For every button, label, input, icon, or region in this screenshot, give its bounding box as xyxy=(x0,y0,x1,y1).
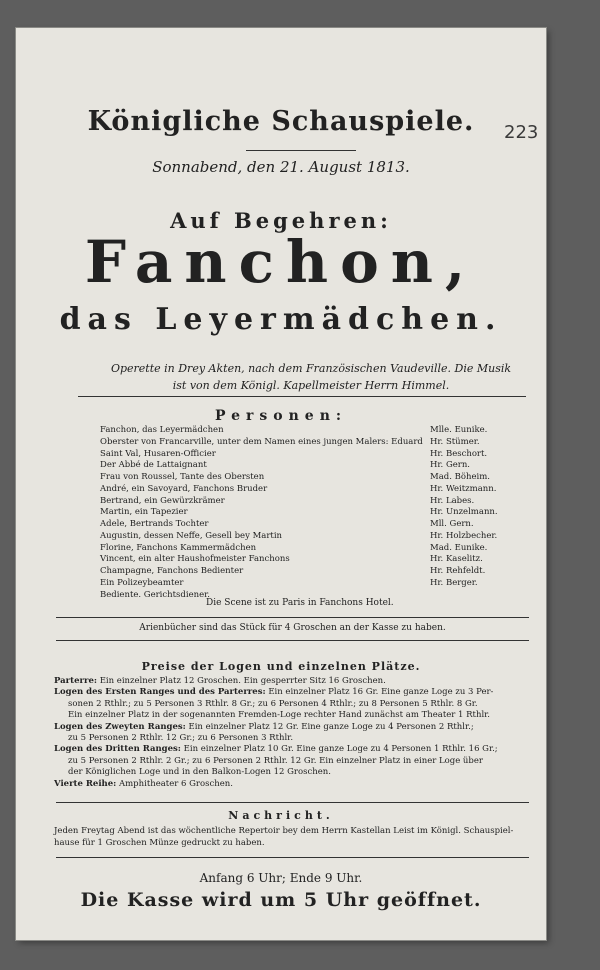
price-detail: zu 5 Personen 2 Rthlr. 2 Gr.; zu 6 Personen 2 Rthlr. 12 Gr. Ein einzelner Platz in einer Loge über xyxy=(68,755,483,766)
description-line: ist von dem Königl. Kapellmeister Herrn Himmel. xyxy=(172,379,450,392)
price-detail: Ein einzelner Platz 12 Groschen. Ein gesperrter Sitz 16 Groschen. xyxy=(97,676,386,686)
divider xyxy=(56,857,529,858)
role-name: Vincent, ein alter Haushofmeister Fanchons xyxy=(100,554,290,565)
actor-name: Hr. Weitzmann. xyxy=(430,483,497,494)
price-detail: Ein einzelner Platz in der sogenannten Fremden-Loge rechter Hand zunächst am Theater 1 Rthlr. xyxy=(68,710,490,721)
price-line xyxy=(54,767,532,778)
prices-heading: Preise der Logen und einzelnen Plätze. xyxy=(141,660,421,673)
cast-list xyxy=(100,425,520,601)
role-name: Fanchon, das Leyermädchen xyxy=(100,425,224,435)
price-category: Vierte Reihe: xyxy=(54,778,117,789)
role-name: Der Abbé de Lattaignant xyxy=(100,460,207,471)
cast-row xyxy=(100,437,520,449)
price-detail: Ein einzelner Platz 16 Gr. Eine ganze Loge zu 3 Per- xyxy=(265,687,494,698)
price-line xyxy=(54,779,532,790)
price-detail: Amphitheater 6 Groschen. xyxy=(116,778,233,789)
actor-name xyxy=(430,590,520,602)
role-name: Ein Polizeybeamter xyxy=(100,577,184,588)
performance-date: Sonnabend, den 21. August 1813. xyxy=(152,158,410,176)
role-name: Florine, Fanchons Kammermädchen xyxy=(100,542,257,553)
price-category: Logen des Ersten Ranges und des Parterres: xyxy=(54,687,266,698)
price-line xyxy=(54,744,532,755)
cast-row xyxy=(100,578,520,590)
actor-name: Hr. Holzbecher. xyxy=(430,530,498,541)
price-category: Logen des Dritten Ranges: xyxy=(54,744,181,755)
price-line xyxy=(54,722,532,733)
price-detail: sonen 2 Rthlr.; zu 5 Personen 3 Rthlr. 8 Gr.; zu 6 Personen 4 Rthlr.; zu 8 Personen 5 Rthlr. 8 Gr. xyxy=(68,698,478,709)
cast-row xyxy=(100,484,520,496)
playbill-sheet xyxy=(16,28,546,940)
actor-name: Hr. Kaselitz. xyxy=(430,554,483,565)
actor-name: Hr. Berger. xyxy=(430,577,478,588)
price-line xyxy=(54,676,532,687)
actor-name: Hr. Stümer. xyxy=(430,436,480,447)
archive-number: 223 xyxy=(504,122,539,143)
play-description xyxy=(76,360,546,394)
price-line xyxy=(54,756,532,767)
role-name: Bediente. Gerichtsdiener. xyxy=(100,589,210,600)
title-underline xyxy=(246,150,356,151)
cast-row xyxy=(100,460,520,472)
actor-name: Mlle. Eunike. xyxy=(430,425,488,435)
role-name: André, ein Savoyard, Fanchons Bruder xyxy=(100,483,268,494)
actor-name: Mll. Gern. xyxy=(430,519,474,529)
theatre-title: Königliche Schauspiele. xyxy=(87,106,475,137)
cast-row xyxy=(100,566,520,578)
description-line: Operette in Drey Akten, nach dem Französischen Vaudeville. Die Musik xyxy=(110,362,512,375)
cast-row xyxy=(100,472,520,484)
price-line xyxy=(54,710,532,721)
cast-row xyxy=(100,543,520,555)
cast-row xyxy=(100,496,520,508)
request-heading: Auf Begehren: xyxy=(170,208,392,233)
cast-row xyxy=(100,519,520,531)
price-category: Parterre: xyxy=(54,676,97,686)
role-name: Champagne, Fanchons Bedienter xyxy=(100,566,244,576)
actor-name: Hr. Rehfeldt. xyxy=(430,566,486,576)
price-line xyxy=(54,699,532,710)
role-name: Frau von Roussel, Tante des Obersten xyxy=(100,472,265,482)
price-detail: zu 5 Personen 2 Rthlr. 12 Gr.; zu 6 Personen 3 Rthlr. xyxy=(68,733,294,744)
news-line: hause für 1 Groschen Münze gedruckt zu haben. xyxy=(54,838,265,848)
cast-row xyxy=(100,425,520,437)
play-title: Fanchon, xyxy=(84,228,478,296)
role-name: Martin, ein Tapezier xyxy=(100,507,188,518)
libretto-note: Arienbücher sind das Stück für 4 Groschen an der Kasse zu haben. xyxy=(139,623,446,633)
actor-name: Hr. Labes. xyxy=(430,495,475,506)
news-text xyxy=(54,825,532,849)
cast-row xyxy=(100,531,520,543)
news-heading: Nachricht. xyxy=(228,809,334,822)
cast-row xyxy=(100,507,520,519)
actor-name: Mad. Böheim. xyxy=(430,472,490,482)
price-line xyxy=(54,733,532,744)
role-name: Adele, Bertrands Tochter xyxy=(100,519,209,529)
actor-name: Hr. Gern. xyxy=(430,460,471,471)
actor-name: Hr. Unzelmann. xyxy=(430,507,498,518)
price-detail: Ein einzelner Platz 12 Gr. Eine ganze Loge zu 4 Personen 2 Rthlr.; xyxy=(185,721,474,732)
price-list xyxy=(54,676,532,790)
price-category: Logen des Zweyten Ranges: xyxy=(54,721,186,732)
role-name: Saint Val, Husaren-Officier xyxy=(100,448,216,459)
cast-row xyxy=(100,449,520,461)
news-line: Jeden Freytag Abend ist das wöchentliche Repertoir bey dem Herrn Kastellan Leist im Königl. Schauspiel- xyxy=(54,826,514,836)
actor-name: Mad. Eunike. xyxy=(430,542,488,553)
cast-row xyxy=(100,554,520,566)
box-office-note: Die Kasse wird um 5 Uhr geöffnet. xyxy=(80,889,482,911)
scene-note: Die Scene ist zu Paris in Fanchons Hotel. xyxy=(206,598,394,608)
divider xyxy=(56,802,529,803)
start-time: Anfang 6 Uhr; Ende 9 Uhr. xyxy=(199,871,363,885)
role-name: Bertrand, ein Gewürzkrämer xyxy=(100,495,225,506)
play-subtitle: das Leyermädchen. xyxy=(59,302,503,337)
price-line xyxy=(54,687,532,698)
price-detail: der Königlichen Loge und in den Balkon-Logen 12 Groschen. xyxy=(68,767,331,778)
actor-name: Hr. Beschort. xyxy=(430,448,488,459)
role-name: Oberster von Francarville, unter dem Namen eines jungen Malers: Eduard xyxy=(100,436,423,447)
price-detail: Ein einzelner Platz 10 Gr. Eine ganze Loge zu 4 Personen 1 Rthlr. 16 Gr.; xyxy=(180,744,498,755)
cast-heading: Personen: xyxy=(214,408,348,424)
divider xyxy=(78,396,526,397)
role-name: Augustin, dessen Neffe, Gesell bey Martin xyxy=(100,530,283,541)
